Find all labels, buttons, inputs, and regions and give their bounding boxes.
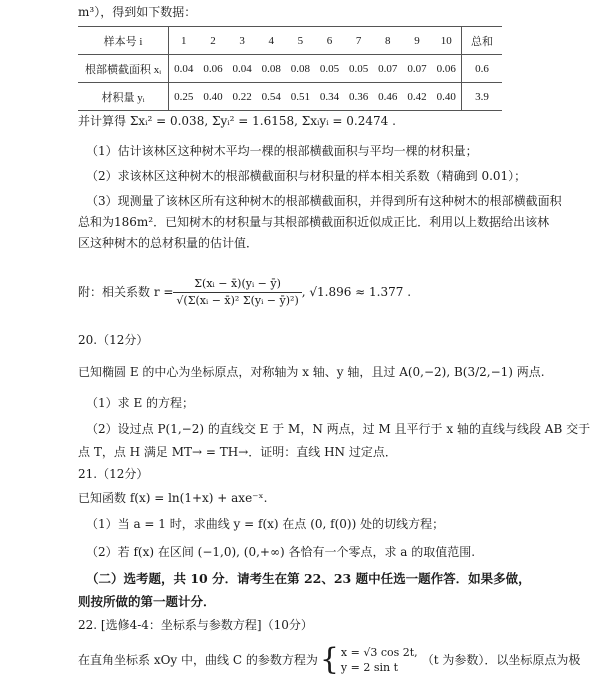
q22-stem [78, 640, 580, 680]
correlation-formula [78, 260, 411, 324]
x-cell: 0.05 [315, 55, 344, 83]
y-cell: 0.46 [373, 83, 402, 111]
row-label-x: 根部横截面积 xᵢ [78, 55, 169, 83]
x-cell: 0.05 [344, 55, 373, 83]
q20-part2a: （2）设过点 P(1,−2) 的直线交 E 于 M，N 两点，过 M 且平行于 x 轴的直线与线段 AB 交于 [86, 422, 590, 436]
table-row-y [78, 83, 502, 111]
table-row-header [78, 27, 502, 55]
q20-part2b: 点 T，点 H 满足 MT→ = TH→．证明：直线 HN 过定点． [78, 445, 397, 459]
q21-part1: （1）当 a = 1 时，求曲线 y = f(x) 在点 (0, f(0)) 处的切线方程； [86, 517, 445, 531]
col-1: 1 [169, 27, 199, 55]
row-label-sample: 样本号 i [78, 27, 169, 55]
y-cell: 0.54 [257, 83, 286, 111]
x-cell: 0.07 [373, 55, 402, 83]
q22-eq1: x = √3 cos 2t, [340, 646, 418, 659]
q19-part2: （2）求该林区这种树木的根部横截面积与材积量的样本相关系数（精确到 0.01）； [86, 169, 527, 183]
col-4: 4 [257, 27, 286, 55]
col-5: 5 [286, 27, 315, 55]
q22-stem-suffix: （t 为参数）．以坐标原点为极 [421, 653, 581, 667]
q19-part1: （1）估计该林区这种树木平均一棵的根部横截面积与平均一棵的材积量； [86, 144, 478, 158]
col-total: 总和 [462, 27, 503, 55]
q19-part3a: （3）现测量了该林区所有这种树木的根部横截面积，并得到所有这种树木的根部横截面积 [86, 194, 562, 208]
y-cell: 0.40 [198, 83, 227, 111]
brace-icon: { [319, 642, 339, 677]
x-cell: 0.04 [228, 55, 257, 83]
x-cell: 0.08 [286, 55, 315, 83]
q19-part3b: 总和为186m²．已知树木的材积量与其根部横截面积近似成正比．利用以上数据给出该林 [78, 215, 550, 229]
q20-stem: 已知椭圆 E 的中心为坐标原点，对称轴为 x 轴、y 轴，且过 A(0,−2), B(3/2,−1) 两点. [78, 365, 545, 379]
q21-heading: 21.（12分） [78, 467, 149, 481]
q21-part2: （2）若 f(x) 在区间 (−1,0), (0,+∞) 各恰有一个零点，求 a 的取值范围. [86, 545, 476, 559]
sample-table [78, 26, 502, 111]
col-6: 6 [315, 27, 344, 55]
section2-line2: 则按所做的第一题计分． [78, 594, 216, 609]
x-cell: 0.04 [169, 55, 199, 83]
q21-stem: 已知函数 f(x) = ln(1+x) + axe⁻ˣ. [78, 491, 268, 505]
top-fragment: m³），得到如下数据： [78, 5, 197, 19]
formula-numerator: Σ(xᵢ − x̄)(yᵢ − ȳ) [173, 276, 301, 293]
col-3: 3 [228, 27, 257, 55]
row-label-y: 材积量 yᵢ [78, 83, 169, 111]
x-cell: 0.08 [257, 55, 286, 83]
col-2: 2 [198, 27, 227, 55]
y-cell: 0.36 [344, 83, 373, 111]
q22-stem-prefix: 在直角坐标系 xOy 中，曲线 C 的参数方程为 [78, 653, 318, 667]
y-cell: 0.25 [169, 83, 199, 111]
col-7: 7 [344, 27, 373, 55]
x-cell: 0.06 [198, 55, 227, 83]
q19-part3c: 区这种树木的总材积量的估计值． [78, 236, 259, 250]
sums-line: 并计算得 Σxᵢ² = 0.038, Σyᵢ² = 1.6158, Σxᵢyᵢ = 0.2474 . [78, 114, 396, 128]
formula-fraction [173, 276, 301, 309]
y-cell: 0.42 [402, 83, 431, 111]
table-row-x [78, 55, 502, 83]
y-cell: 0.34 [315, 83, 344, 111]
x-cell: 0.07 [402, 55, 431, 83]
x-total: 0.6 [462, 55, 503, 83]
formula-prefix: 附：相关系数 r = [78, 285, 174, 299]
formula-suffix: , √1.896 ≈ 1.377 . [301, 285, 412, 299]
y-cell: 0.51 [286, 83, 315, 111]
y-total: 3.9 [462, 83, 503, 111]
q20-part1: （1）求 E 的方程； [86, 396, 195, 410]
formula-denominator: √(Σ(xᵢ − x̄)² Σ(yᵢ − ȳ)²) [176, 293, 299, 307]
q20-heading: 20.（12分） [78, 333, 149, 347]
q22-equations [341, 645, 418, 675]
q22-eq2: y = 2 sin t [340, 661, 399, 674]
col-10: 10 [432, 27, 462, 55]
y-cell: 0.22 [228, 83, 257, 111]
x-cell: 0.06 [432, 55, 462, 83]
q22-heading: 22. [选修4-4：坐标系与参数方程]（10分） [78, 618, 313, 632]
y-cell: 0.40 [432, 83, 462, 111]
col-9: 9 [402, 27, 431, 55]
col-8: 8 [373, 27, 402, 55]
section2-line1: （二）选考题，共 10 分．请考生在第 22、23 题中任选一题作答．如果多做， [86, 571, 531, 586]
